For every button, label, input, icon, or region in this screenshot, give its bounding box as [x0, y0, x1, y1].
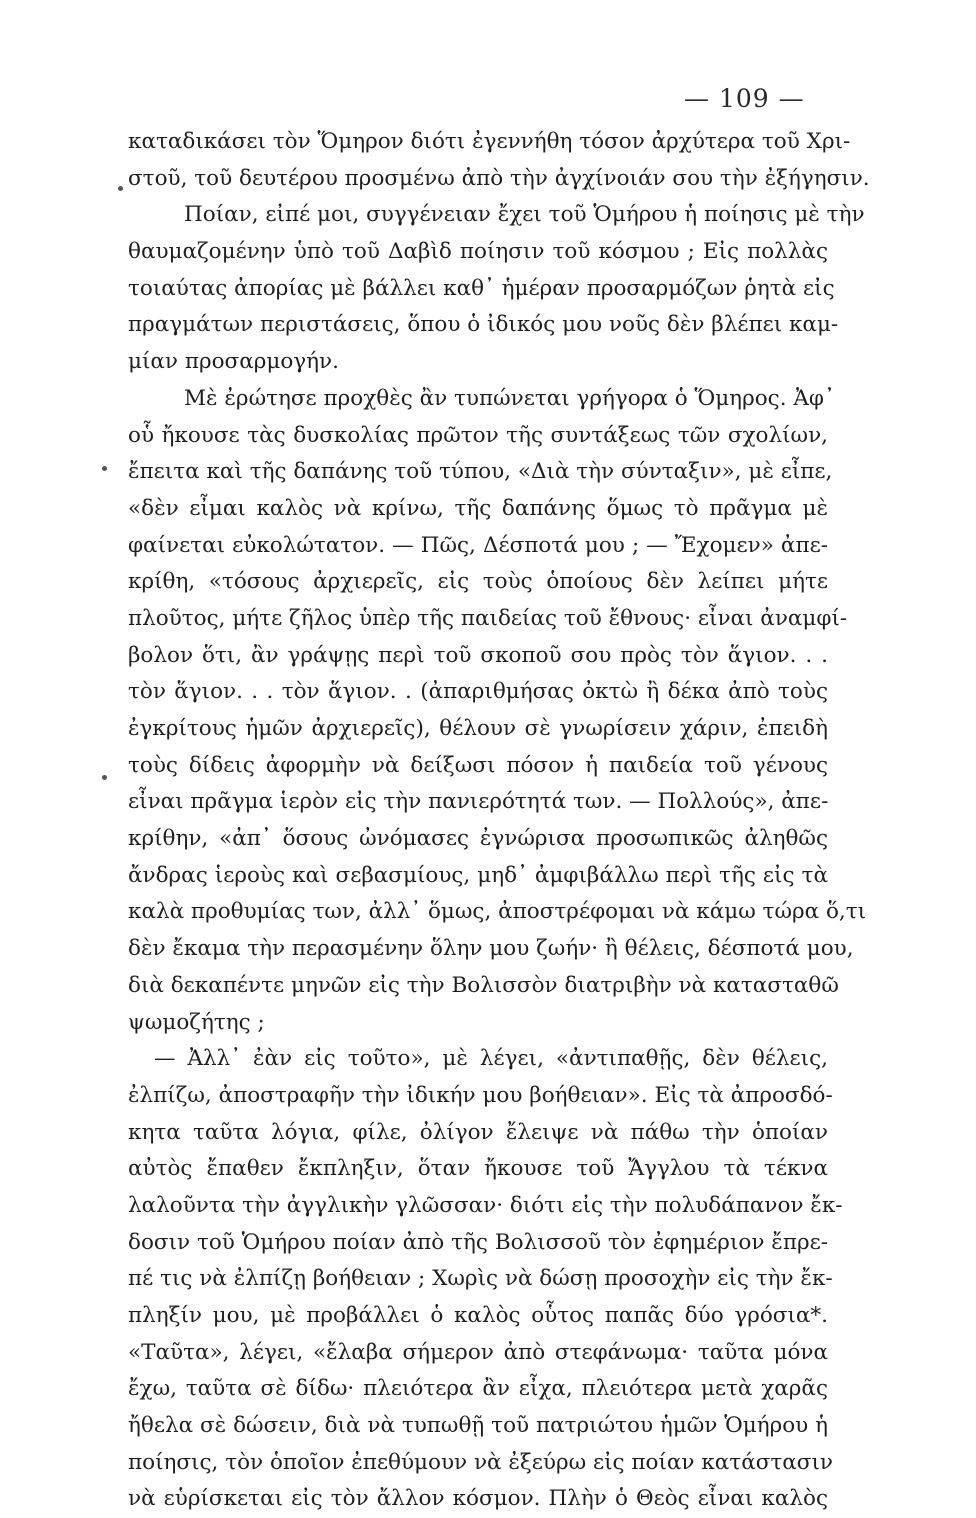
text-line: ἤθελα σὲ δώσειν, διὰ νὰ τυπωθῇ τοῦ πατριώτου ἡμῶν Ὁμήρου ἡ	[128, 1413, 828, 1439]
text-line: Ποίαν, εἰπέ μοι, συγγένειαν ἔχει τοῦ Ὁμήρου ἡ ποίησις μὲ τὴν	[184, 202, 865, 228]
text-line: Μὲ ἐρώτησε προχθὲς ἂν τυπώνεται γρήγορα ὁ Ὅμηρος. Ἀφ᾽	[184, 385, 835, 411]
text-line: κρίθην, «ἀπ᾽ ὅσους ὠνόμασες ἐγνώρισα προσωπικῶς ἀληθῶς	[128, 826, 828, 852]
text-line: τοιαύτας ἀπορίας μὲ βάλλει καθ᾽ ἡμέραν προσαρμόζων ῥητὰ εἰς	[128, 275, 835, 301]
text-line: κρίθη, «τόσους ἀρχιερεῖς, εἰς τοὺς ὁποίους δὲν λείπει μήτε	[128, 569, 828, 595]
text-line: «Ταῦτα», λέγει, «ἔλαβα σήμερον ἀπὸ στεφάνωμα· ταῦτα μόνα	[128, 1339, 828, 1365]
text-line: βολον ὅτι, ἂν γράψῃς περὶ τοῦ σκοποῦ σου πρὸς τὸν ἅγιον. . .	[128, 642, 828, 668]
text-line: φαίνεται εὐκολώτατον. — Πῶς, Δέσποτά μου ; — Ἔχομεν» ἀπε-	[128, 532, 828, 558]
text-line: πλοῦτος, μήτε ζῆλος ὑπὲρ τῆς παιδείας τοῦ ἔθνους· εἶναι ἀναμφί-	[128, 605, 848, 631]
text-body	[128, 124, 870, 1518]
text-line: δὲν ἔκαμα τὴν περασμένην ὅλην μου ζωήν· ἢ θέλεις, δέσποτά μου,	[128, 936, 854, 962]
print-speck	[102, 775, 107, 780]
text-line: μίαν προσαρμογήν.	[128, 349, 339, 375]
text-line: ἄνδρας ἱεροὺς καὶ σεβασμίους, μηδ᾽ ἀμφιβάλλω περὶ τῆς εἰς τὰ	[128, 862, 828, 888]
text-line: νὰ εὑρίσκεται εἰς τὸν ἄλλον κόσμον. Πλὴν ὁ Θεὸς εἶναι καλὸς	[128, 1486, 828, 1512]
text-line: θαυμαζομένην ὑπὸ τοῦ Δαβὶδ ποίησιν τοῦ κόσμου ; Εἰς πολλὰς	[128, 239, 828, 265]
text-line: δοσιν τοῦ Ὁμήρου ποίαν ἀπὸ τῆς Βολισσοῦ τὸν ἐφημέριον ἔπρε-	[128, 1229, 828, 1255]
text-line: εἶναι πρᾶγμα ἱερὸν εἰς τὴν πανιερότητά των. — Πολλούς», ἀπε-	[128, 789, 829, 815]
text-line: λαλοῦντα τὴν ἀγγλικὴν γλῶσσαν· διότι εἰς τὴν πολυδάπανον ἔκ-	[128, 1192, 843, 1218]
text-line: πέ τις νὰ ἐλπίζῃ βοήθειαν ; Χωρὶς νὰ δώσῃ προσοχὴν εἰς τὴν ἔκ-	[128, 1266, 833, 1292]
text-line: διὰ δεκαπέντε μηνῶν εἰς τὴν Βολισσὸν διατριβὴν νὰ κατασταθῶ	[128, 972, 839, 998]
text-line: ἐγκρίτους ἡμῶν ἀρχιερεῖς), θέλουν σὲ γνωρίσειν χάριν, ἐπειδὴ	[128, 716, 828, 741]
text-line: οὗ ἤκουσε τὰς δυσκολίας πρῶτον τῆς συντάξεως τῶν σχολίων,	[128, 422, 828, 448]
print-speck	[118, 186, 123, 191]
text-line: ἔχω, ταῦτα σὲ δίδω· πλειότερα ἂν εἶχα, πλειότερα μετὰ χαρᾶς	[128, 1376, 828, 1402]
text-line: αὐτὸς ἔπαθεν ἔκπληξιν, ὅταν ἤκουσε τοῦ Ἄγγλου τὰ τέκνα	[128, 1156, 828, 1182]
text-line: πληξίν μου, μὲ προβάλλει ὁ καλὸς οὗτος παπᾶς δύο γρόσια*.	[128, 1303, 828, 1328]
text-line: ἐλπίζω, ἀποστραφῆν τὴν ἰδικήν μου βοήθειαν». Εἰς τὰ ἀπροσδό-	[128, 1082, 833, 1108]
text-line: καλὰ προθυμίας των, ἀλλ᾽ ὅμως, ἀποστρέφομαι νὰ κάμω τώρα ὅ,τι	[128, 899, 867, 925]
text-line: — Ἀλλ᾽ ἐὰν εἰς τοῦτο», μὲ λέγει, «ἀντιπαθῇς, δὲν θέλεις,	[154, 1046, 828, 1072]
text-line: ἔπειτα καὶ τῆς δαπάνης τοῦ τύπου, «Διὰ τὴν σύνταξιν», μὲ εἶπε,	[128, 459, 833, 485]
text-line: τὸν ἅγιον. . . τὸν ἅγιον. . (ἀπαριθμήσας ὀκτὼ ἢ δέκα ἀπὸ τοὺς	[128, 679, 828, 705]
text-line: κητα ταῦτα λόγια, φίλε, ὀλίγον ἔλειψε νὰ πάθω τὴν ὁποίαν	[128, 1119, 828, 1145]
text-line: ποίησις, τὸν ὁποῖον ἐπεθύμουν νὰ ἐξεύρω εἰς ποίαν κατάστασιν	[128, 1449, 833, 1475]
text-line: τοὺς δίδεις ἀφορμὴν νὰ δείξωσι πόσον ἡ παιδεία τοῦ γένους	[128, 752, 828, 778]
text-line: στοῦ, τοῦ δευτέρου προσμένω ἀπὸ τὴν ἀγχίνοιάν σου τὴν ἐξήγησιν.	[128, 165, 870, 191]
text-line: «δὲν εἶμαι καλὸς νὰ κρίνω, τῆς δαπάνης ὅμως τὸ πρᾶγμα μὲ	[128, 495, 828, 521]
text-line: καταδικάσει τὸν Ὅμηρον διότι ἐγεννήθη τόσον ἀρχύτερα τοῦ Χρι-	[128, 129, 851, 154]
text-line: πραγμάτων περιστάσεις, ὅπου ὁ ἰδικός μου νοῦς δὲν βλέπει καμ-	[128, 312, 839, 338]
page-number: — 109 —	[684, 84, 805, 113]
text-line: ψωμοζήτης ;	[128, 1009, 265, 1035]
print-speck	[102, 466, 107, 471]
